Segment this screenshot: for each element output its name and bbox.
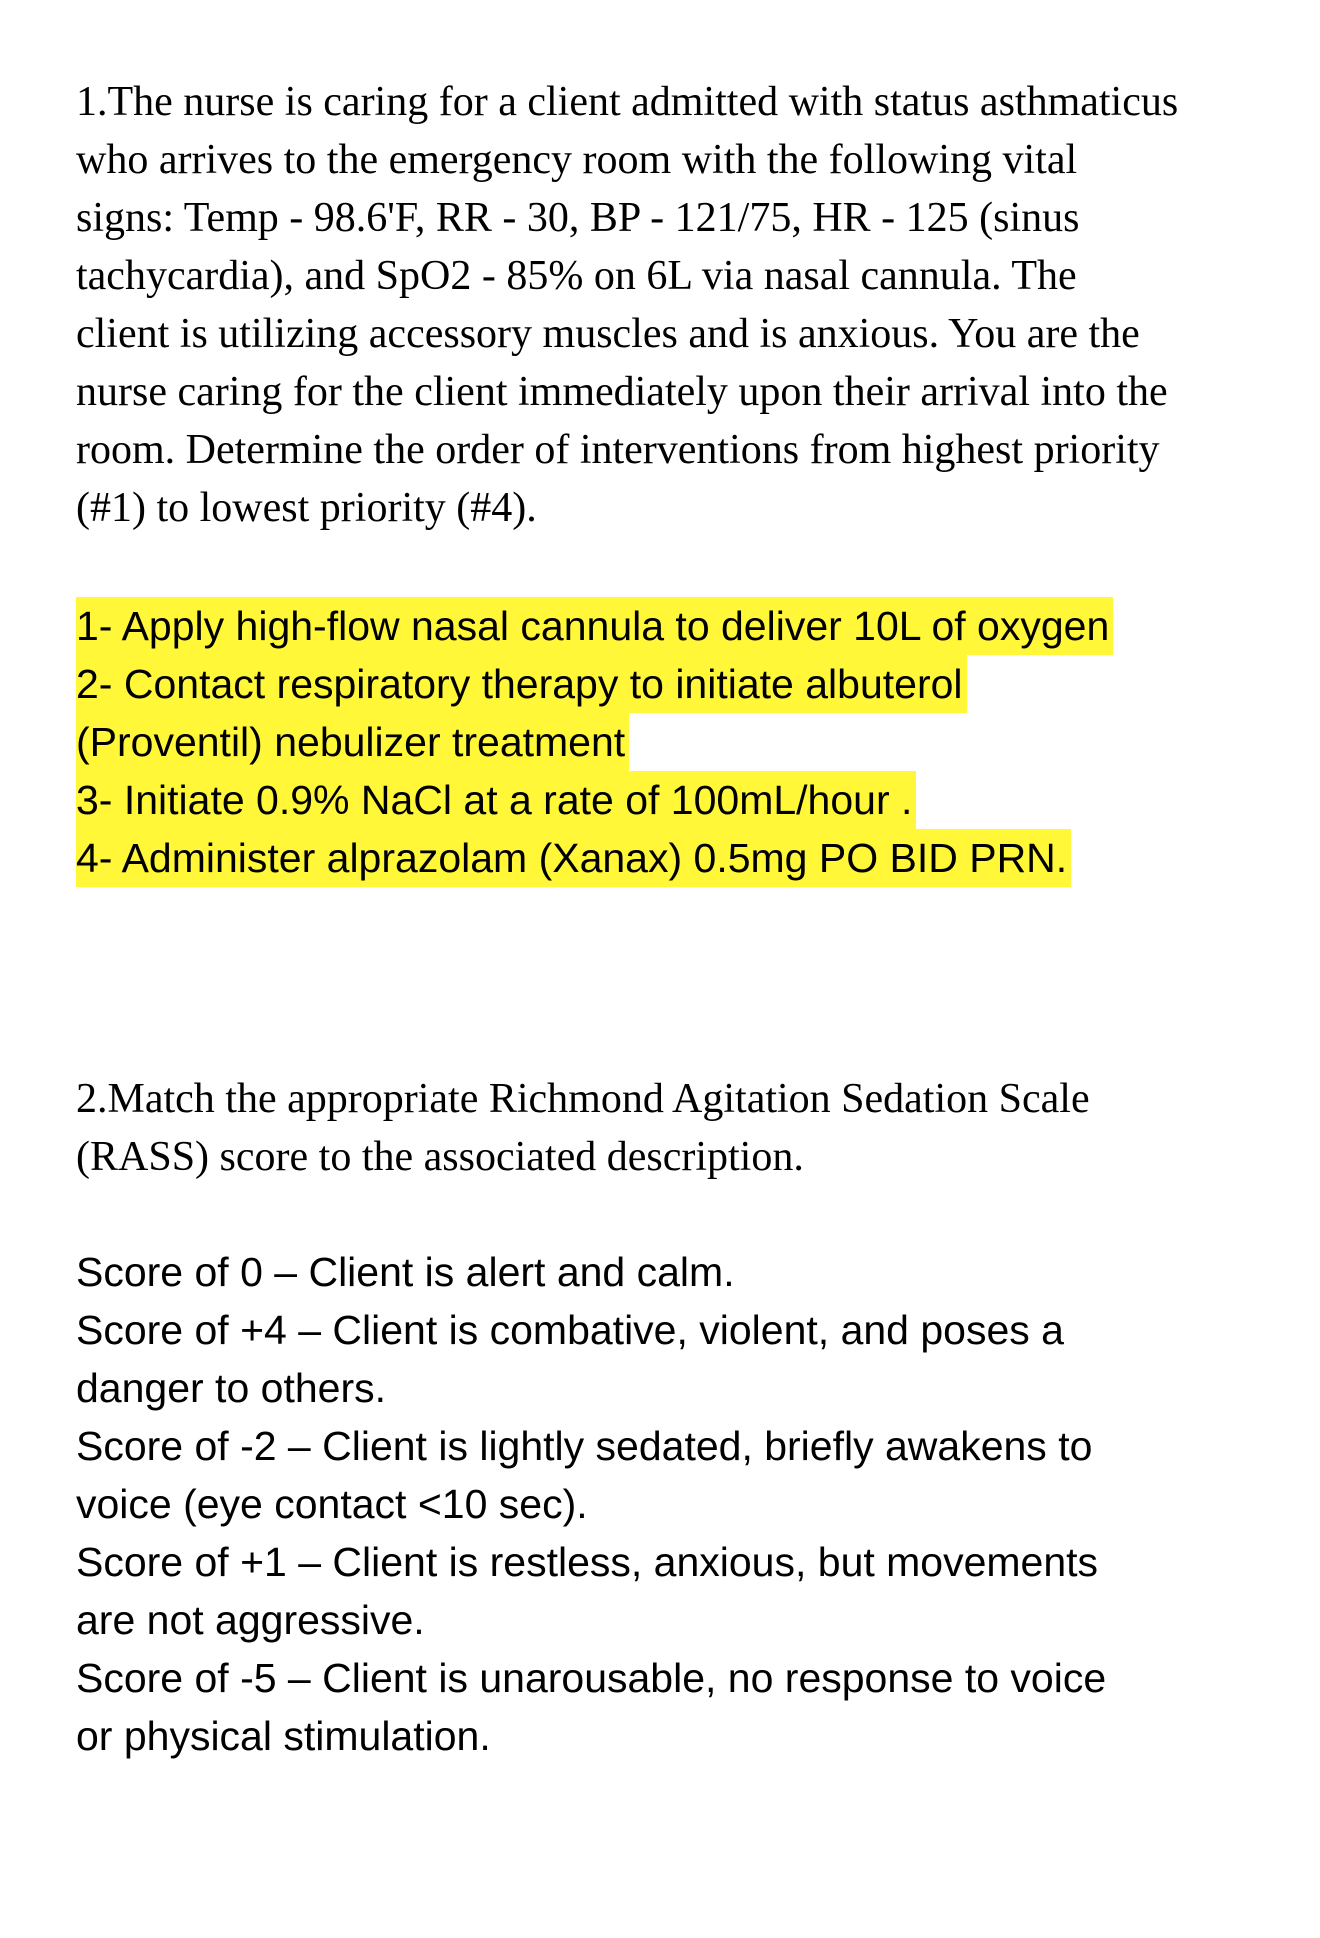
rass-answer-line: danger to others. [76,1365,386,1411]
question-1-line: nurse caring for the client immediately upon their arrival into the [76,369,1168,415]
rass-answer-line: Score of +4 – Client is combative, violent, and poses a [76,1307,1064,1353]
rass-answer-line: Score of +1 – Client is restless, anxious, but movements [76,1539,1099,1585]
answer-1-line-highlighted: 4- Administer alprazolam (Xanax) 0.5mg PO BID PRN. [76,829,1071,887]
rass-answer-line: are not aggressive. [76,1597,425,1643]
answer-1-line-highlighted: (Proventil) nebulizer treatment [76,713,629,771]
rass-answer-line: or physical stimulation. [76,1713,491,1759]
rass-answer-line: Score of -5 – Client is unarousable, no response to voice [76,1655,1107,1701]
answer-1-line-highlighted: 1- Apply high-flow nasal cannula to deliver 10L of oxygen [76,597,1113,655]
question-1-line: room. Determine the order of interventions from highest priority [76,427,1160,473]
question-1-line: 1.The nurse is caring for a client admitted with status asthmaticus [76,79,1179,125]
question-1-line: tachycardia), and SpO2 - 85% on 6L via nasal cannula. The [76,253,1077,299]
question-1-line: client is utilizing accessory muscles and is anxious. You are the [76,311,1140,357]
question-2-line: 2.Match the appropriate Richmond Agitation Sedation Scale [76,1076,1090,1122]
question-2-line: (RASS) score to the associated description. [76,1134,804,1180]
rass-answer-line: Score of 0 – Client is alert and calm. [76,1249,735,1295]
question-1-line: (#1) to lowest priority (#4). [76,485,537,531]
question-2-text [76,1070,1090,1186]
question-1-line: who arrives to the emergency room with the following vital [76,137,1078,183]
answer-1-line-highlighted: 2- Contact respiratory therapy to initiate albuterol [76,655,967,713]
question-2-answer [76,1243,1106,1765]
rass-answer-line: Score of -2 – Client is lightly sedated, briefly awakens to [76,1423,1093,1469]
question-1-answer [76,597,1113,887]
rass-answer-line: voice (eye contact <10 sec). [76,1481,588,1527]
question-1-text [76,73,1178,537]
answer-1-line-highlighted: 3- Initiate 0.9% NaCl at a rate of 100mL/hour . [76,771,916,829]
question-1-line: signs: Temp - 98.6'F, RR - 30, BP - 121/75, HR - 125 (sinus [76,195,1080,241]
